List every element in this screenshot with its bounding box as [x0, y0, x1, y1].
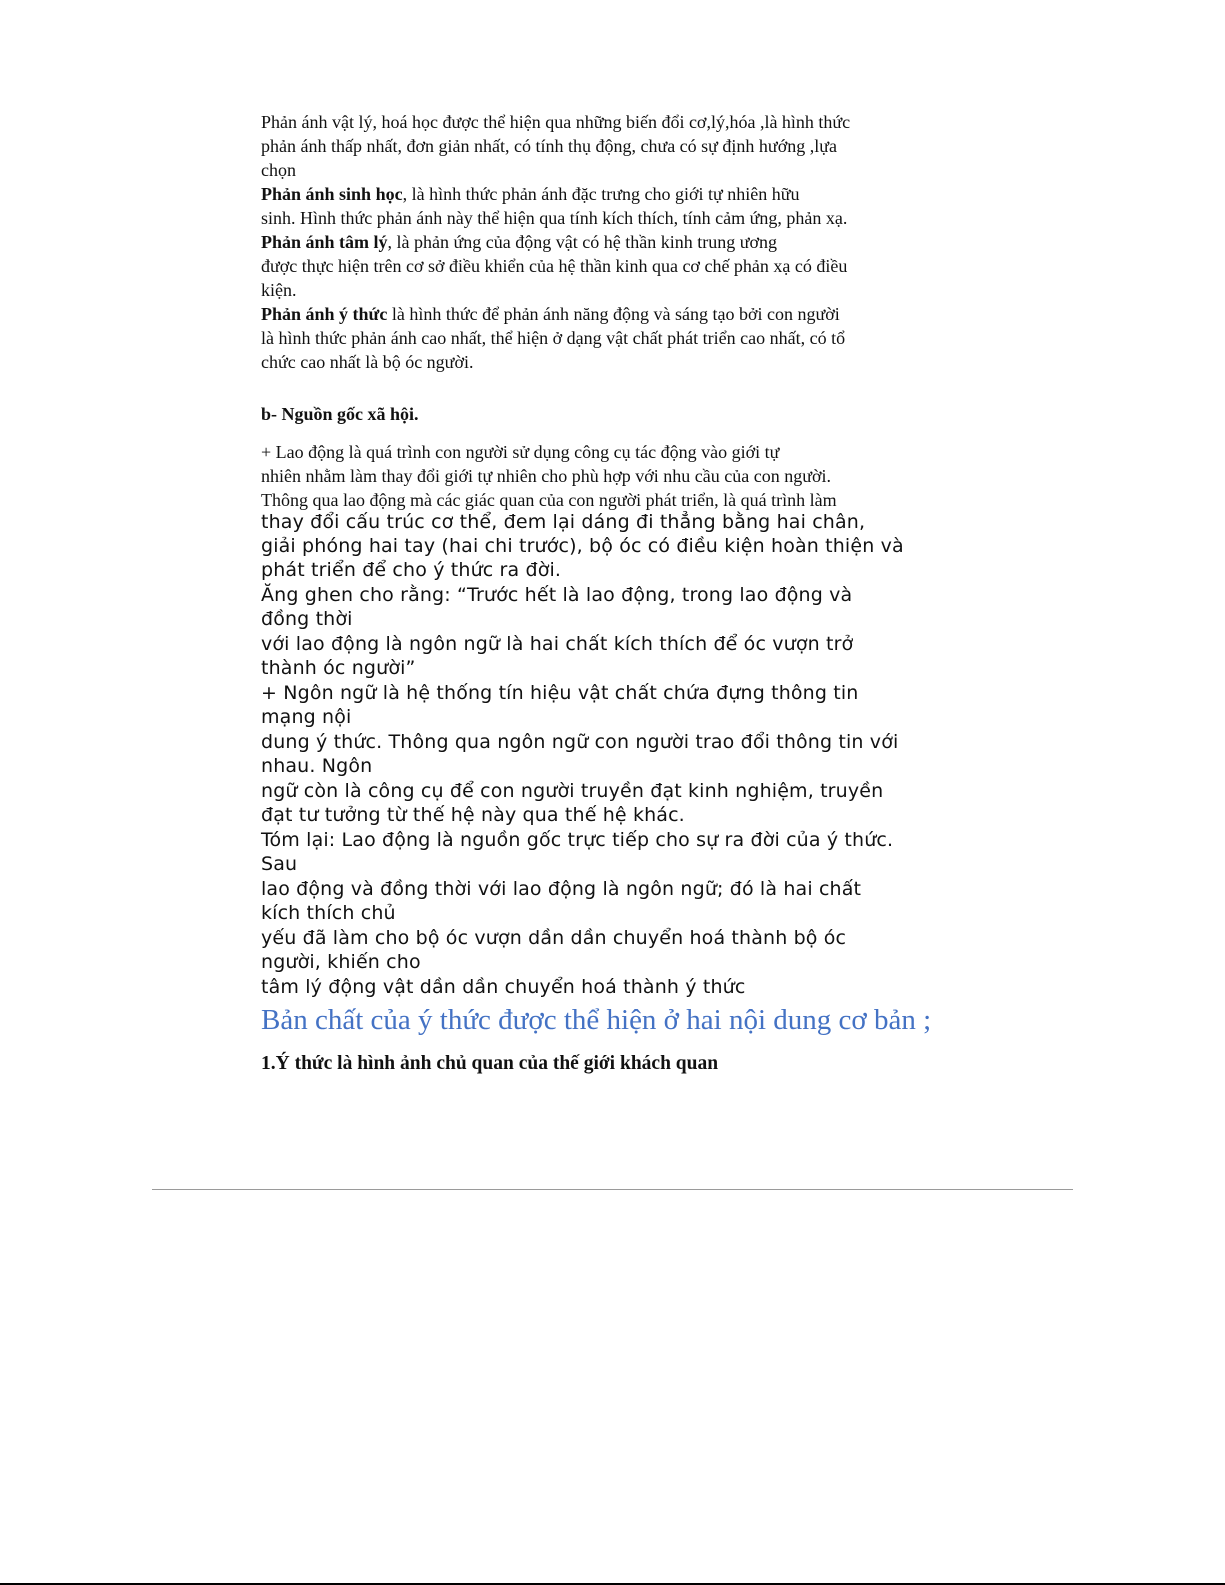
paragraph-line: giải phóng hai tay (hai chi trước), bộ óc có điều kiện hoàn thiện và: [261, 535, 904, 557]
paragraph-line: kích thích chủ: [261, 902, 396, 924]
paragraph-line: lao động và đồng thời với lao động là ngôn ngữ; đó là hai chất: [261, 878, 862, 900]
paragraph-line: Phản ánh vật lý, hoá học được thể hiện qua những biến đổi cơ,lý,hóa ,là hình thức: [261, 112, 851, 132]
paragraph-line: yếu đã làm cho bộ óc vượn dần dần chuyển hoá thành bộ óc: [261, 927, 847, 949]
paragraph-text: là hình thức để phản ánh năng động và sáng tạo bởi con người: [387, 304, 840, 324]
paragraph-text: , là hình thức phản ánh đặc trưng cho giới tự nhiên hữu: [402, 184, 800, 204]
bold-term: Phản ánh tâm lý: [261, 232, 388, 252]
paragraph-line: [261, 230, 777, 254]
paragraph-line: dung ý thức. Thông qua ngôn ngữ con người trao đổi thông tin với: [261, 731, 899, 753]
paragraph-line: phát triển để cho ý thức ra đời.: [261, 559, 562, 581]
paragraph-line: đạt tư tưởng từ thế hệ này qua thế hệ khác.: [261, 804, 685, 826]
paragraph-line: thành óc người”: [261, 657, 416, 679]
paragraph-line: + Lao động là quá trình con người sử dụng công cụ tác động vào giới tự: [261, 442, 780, 462]
paragraph-line: là hình thức phản ánh cao nhất, thể hiện ở dạng vật chất phát triển cao nhất, có tổ: [261, 328, 846, 348]
section-heading: b- Nguồn gốc xã hội.: [261, 404, 419, 424]
paragraph-line: thay đổi cấu trúc cơ thể, đem lại dáng đi thẳng bằng hai chân,: [261, 511, 866, 533]
paragraph-line: sinh. Hình thức phản ánh này thể hiện qua tính kích thích, tính cảm ứng, phản xạ.: [261, 208, 848, 228]
page-divider: [152, 1189, 1073, 1190]
paragraph-line: người, khiến cho: [261, 951, 421, 973]
paragraph-line: [261, 302, 840, 326]
paragraph-line: ngữ còn là công cụ để con người truyền đạt kinh nghiệm, truyền: [261, 780, 884, 802]
bold-term: Phản ánh sinh học: [261, 184, 403, 204]
subsection-heading: 1.Ý thức là hình ảnh chủ quan của thế giới khách quan: [261, 1053, 719, 1074]
paragraph-line: + Ngôn ngữ là hệ thống tín hiệu vật chất chứa đựng thông tin: [261, 682, 859, 704]
paragraph-line: chức cao nhất là bộ óc người.: [261, 352, 474, 372]
paragraph-line: Sau: [261, 853, 298, 875]
paragraph-line: Tóm lại: Lao động là nguồn gốc trực tiếp cho sự ra đời của ý thức.: [261, 829, 894, 851]
bold-term: Phản ánh ý thức: [261, 304, 388, 324]
paragraph-line: được thực hiện trên cơ sở điều khiển của hệ thần kinh qua cơ chế phản xạ có điều: [261, 256, 848, 276]
paragraph-line: nhau. Ngôn: [261, 755, 373, 777]
paragraph-line: tâm lý động vật dần dần chuyển hoá thành ý thức: [261, 976, 746, 998]
paragraph-line: phản ánh thấp nhất, đơn giản nhất, có tính thụ động, chưa có sự định hướng ,lựa: [261, 136, 837, 156]
paragraph-line: kiện.: [261, 280, 297, 300]
paragraph-line: Ăng ghen cho rằng: “Trước hết là lao động, trong lao động và: [261, 584, 853, 606]
blue-heading: Bản chất của ý thức được thể hiện ở hai nội dung cơ bản ;: [261, 1004, 932, 1036]
paragraph-line: mạng nội: [261, 706, 352, 728]
paragraph-line: Thông qua lao động mà các giác quan của con người phát triển, là quá trình làm: [261, 490, 837, 510]
paragraph-line: chọn: [261, 160, 296, 180]
paragraph-line: [261, 182, 800, 206]
paragraph-line: đồng thời: [261, 608, 353, 630]
paragraph-line: nhiên nhằm làm thay đổi giới tự nhiên cho phù hợp với nhu cầu của con người.: [261, 466, 831, 486]
paragraph-line: với lao động là ngôn ngữ là hai chất kích thích để óc vượn trở: [261, 633, 854, 655]
paragraph-text: , là phản ứng của động vật có hệ thần kinh trung ương: [387, 232, 777, 252]
